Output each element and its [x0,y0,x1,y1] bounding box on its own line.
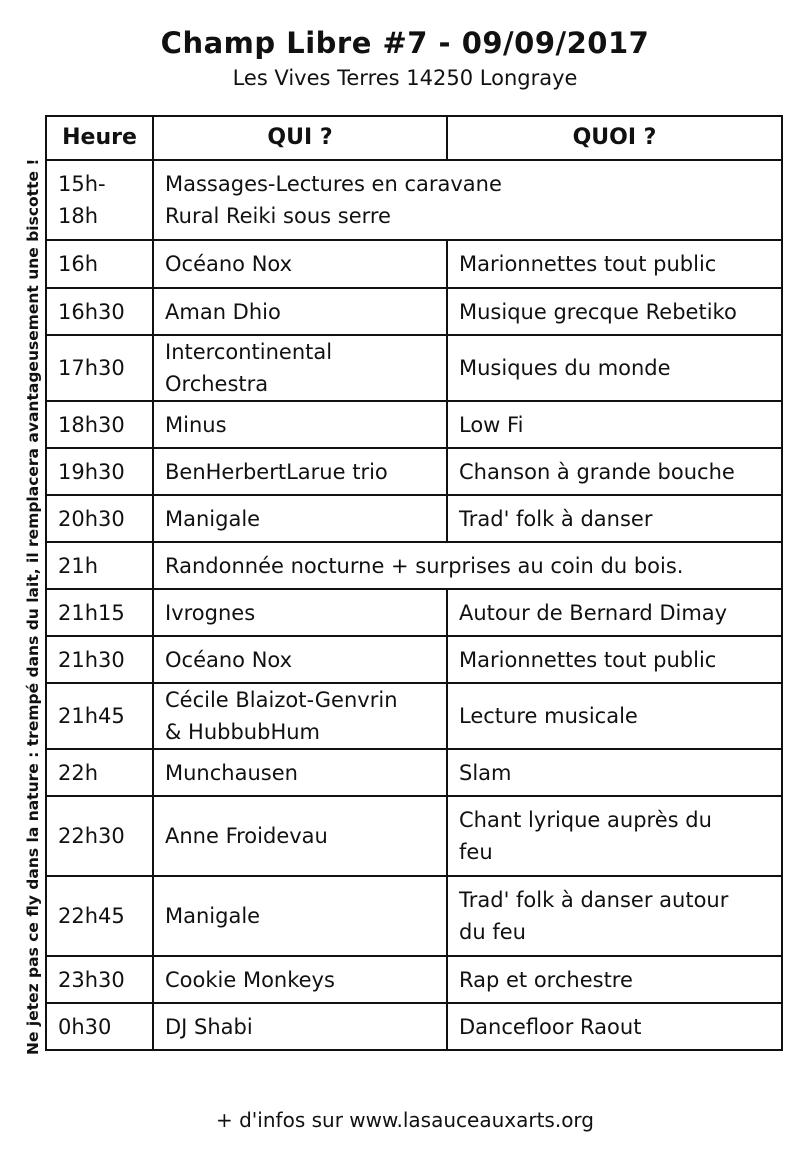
what-cell [447,288,782,335]
who-cell [153,1003,447,1050]
cell-line: Manigale [165,904,261,928]
who-cell [153,335,447,401]
cell-line: Dancefloor Raout [459,1014,642,1039]
who-cell [153,956,447,1003]
cell-line: & HubbubHum [165,720,321,744]
cell-line: Trad' folk à danser autour [459,888,729,912]
time-cell: 15h-18h [46,160,153,240]
header-time: Heure [46,116,153,160]
table-row [46,335,782,401]
time-cell: 22h30 [46,796,153,876]
cell-line: DJ Shabi [165,1014,253,1039]
cell-line: Minus [165,412,227,437]
header-what: QUOI ? [447,116,782,160]
cell-line: Manigale [165,506,261,531]
table-row [46,542,782,589]
table-row [46,1003,782,1050]
cell-line: Rap et orchestre [459,967,633,992]
time-cell: 21h45 [46,683,153,749]
what-cell [447,683,782,749]
cell-line: Ivrognes [165,600,256,625]
time-cell: 16h [46,240,153,288]
cell-line: Slam [459,760,512,785]
time-cell: 19h30 [46,448,153,495]
table-row [46,240,782,288]
what-cell [447,636,782,683]
cell-line: Randonnée nocturne + surprises au coin du bois. [165,553,684,578]
cell-line: feu [459,840,493,864]
table-header-row [46,116,782,160]
cell-line: Rural Reiki sous serre [165,204,391,228]
who-cell [153,636,447,683]
cell-line: Océano Nox [165,647,293,672]
cell-line: Low Fi [459,412,524,437]
cell-line: du feu [459,920,526,944]
cell-line: Aman Dhio [165,299,281,324]
what-cell [447,749,782,796]
table-row [46,956,782,1003]
time-cell: 23h30 [46,956,153,1003]
time-cell: 20h30 [46,495,153,542]
cell-line: Cookie Monkeys [165,967,335,992]
what-cell [447,1003,782,1050]
activity-cell [153,542,782,589]
what-cell [447,448,782,495]
who-cell [153,401,447,448]
what-cell [447,796,782,876]
cell-line: Océano Nox [165,252,293,276]
table-row [46,160,782,240]
cell-line: Autour de Bernard Dimay [459,600,728,625]
activity-cell [153,160,782,240]
time-cell: 16h30 [46,288,153,335]
who-cell [153,796,447,876]
who-cell [153,589,447,636]
table-row [46,288,782,335]
time-cell: 21h [46,542,153,589]
time-cell: 22h [46,749,153,796]
who-cell [153,876,447,956]
cell-line: Orchestra [165,372,269,396]
cell-line: BenHerbertLarue trio [165,459,388,484]
table-row [46,448,782,495]
time-cell: 22h45 [46,876,153,956]
flyer-title: Champ Libre #7 - 09/09/2017 [160,26,650,60]
cell-line: Anne Froidevau [165,824,328,848]
who-cell [153,448,447,495]
table-row [46,683,782,749]
what-cell [447,876,782,956]
cell-line: Chanson à grande bouche [459,459,735,484]
table-row [46,401,782,448]
cell-line: Munchausen [165,760,298,785]
who-cell [153,288,447,335]
time-cell: 21h15 [46,589,153,636]
cell-line: Trad' folk à danser [459,506,653,531]
time-cell: 21h30 [46,636,153,683]
cell-line: Lecture musicale [459,704,638,728]
cell-line: Intercontinental [165,340,333,364]
side-note: Ne jetez pas ce fly dans la nature : trempé dans du lait, il remplacera avantageusement une biscotte ! [24,158,42,1055]
table-row [46,636,782,683]
what-cell [447,240,782,288]
time-cell: 17h30 [46,335,153,401]
who-cell [153,683,447,749]
venue-address: Les Vives Terres 14250 Longraye [232,66,578,90]
table-row [46,749,782,796]
what-cell [447,401,782,448]
what-cell [447,589,782,636]
table-row [46,876,782,956]
time-cell: 18h30 [46,401,153,448]
cell-line: Massages-Lectures en caravane [165,172,502,196]
who-cell [153,495,447,542]
cell-line: Marionnettes tout public [459,252,717,276]
what-cell [447,335,782,401]
cell-line: Marionnettes tout public [459,647,717,672]
header-who: QUI ? [153,116,447,160]
program-table [45,115,783,1051]
table-row [46,495,782,542]
table-row [46,589,782,636]
footer-info: + d'infos sur www.lasauceauxarts.org [216,1108,594,1132]
cell-line: Musique grecque Rebetiko [459,299,737,324]
cell-line: Chant lyrique auprès du [459,808,712,832]
who-cell [153,749,447,796]
cell-line: Cécile Blaizot-Genvrin [165,688,398,712]
cell-line: Musiques du monde [459,356,671,380]
what-cell [447,495,782,542]
who-cell [153,240,447,288]
table-row [46,796,782,876]
time-cell: 0h30 [46,1003,153,1050]
what-cell [447,956,782,1003]
